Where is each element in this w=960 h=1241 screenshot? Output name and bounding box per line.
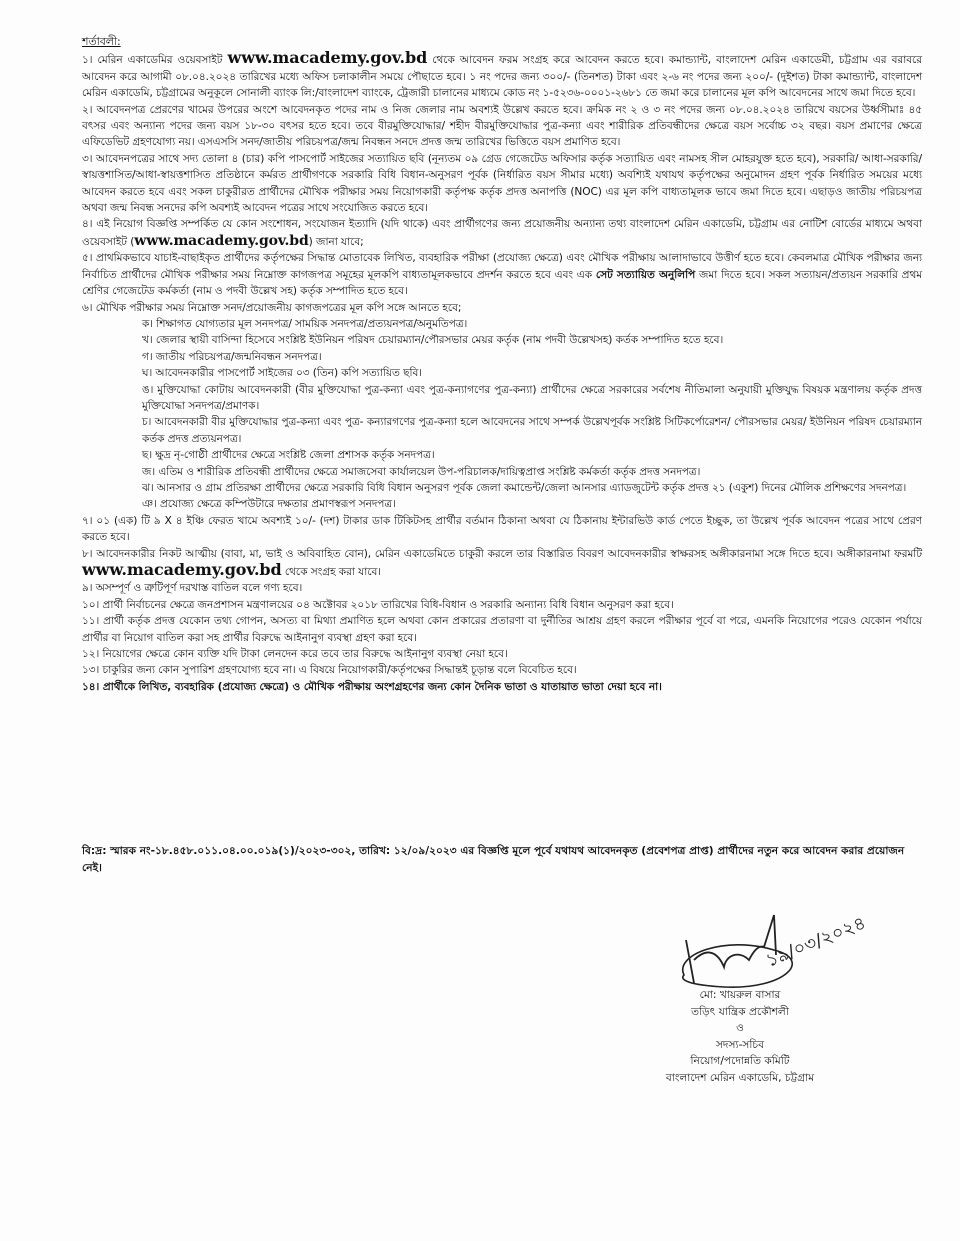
term-7: ৭। ০১ (এক) টি ৯ X ৪ ইঞ্চি ফেরত খামে অবশ্যই ১০/- (দশ) টাকার ডাক টিকিটসহ প্রার্থীর বর্তমান ঠিকানা অথবা যে ঠিকানায় ইন্টারভিউ কার্ড পেতে ইচ্ছুক, তা উল্লেখ পূর্বক আবেদন পত্রের সাথে প্রেরণ করতে হবে। xyxy=(82,514,922,544)
term-8-text-a: ৮। আবেদনকারীর নিকট আত্মীয় (বাবা, মা, ভাই ও অবিবাহিত বোন), মেরিন একাডেমিতে চাকুরী করলে তার বিস্তারিত বিবরণ আবেদনকারীর স্বাক্ষরসহ অঙ্গীকারনামা সঙ্গে দিতে হবে। অঙ্গীকারনামা ফরমটি xyxy=(82,547,922,560)
signature-block xyxy=(590,987,890,1086)
term-4-text-a: ৪। এই নিয়োগ বিজ্ঞপ্তি সম্পর্কিত যে কোন সংশোধন, সংযোজন ইত্যাদি (যদি থাকে) এবং প্রার্থীগণের জন্য প্রয়োজনীয় অন্যান্য তথ্য বাংলাদেশ মেরিন একাডেমি, চট্টগ্রাম এর নোটিশ বোর্ডের মাধ্যমে অথবা ওয়েবসাইট ( xyxy=(82,218,922,248)
term-2: ২। আবেদনপত্র প্রেরণের খামের উপরের অংশে আবেদনকৃত পদের নাম ও নিজ জেলার নাম অবশ্যই উল্লেখ করতে হবে। ক্রমিক নং ২ ও ৩ নং পদের জন্য ০৮.০৪.২০২৪ তারিখে বয়সের উর্ধ্বসীমাঃ ৪৫ বৎসর এবং অন্যান্য পদের জন্য বয়স ১৮-৩০ বৎসর হতে হবে। তবে বীরমুক্তিযোদ্ধার/ শহীদ বীরমুক্তিযোদ্ধার পুত্র-কন্যা এবং শারীরিক প্রতিবন্ধীদের ক্ষেত্রে বয়স সর্বোচ্চ ৩২ বছর। বয়স প্রমাণের ক্ষেত্রে এফিডেভিট গ্রহণযোগ্য নয়। এসএসসি সনদ/জাতীয় পরিচয়পত্র/জন্ম নিবন্ধন সনদে প্রদত্ত জন্ম তারিখের ভিত্তিতে বয়স প্রমাণিত হবে। xyxy=(82,103,922,149)
term-6-item: গ। জাতীয় পরিচয়পত্র/জন্মনিবন্ধন সনদপত্র। xyxy=(142,350,322,363)
signatory-organization: বাংলাদেশ মেরিন একাডেমি, চট্টগ্রাম xyxy=(665,1071,815,1084)
special-note: বি:দ্র: স্মারক নং-১৮.৪৫৮.০১১.০৪.০০.০১৯(১)/২০২৩-৩০২, তারিখ: ১২/০৯/২০২৩ এর বিজ্ঞপ্তি মূলে পূর্বে যথাযথ আবেদনকৃত (প্রবেশপত্র প্রাপ্ত) প্রার্থীদের নতুন করে আবেদন করার প্রয়োজন নেই। xyxy=(82,845,905,874)
signature-image xyxy=(664,895,904,995)
term-6: ৬। মৌখিক পরীক্ষার সময় নিম্নোক্ত সনদ/প্রয়োজনীয় কাগজপত্রের মূল কপি সঙ্গে আনতে হবে; xyxy=(82,301,462,314)
signatory-committee: নিয়োগ/পদোন্নতি কমিটি xyxy=(690,1055,790,1067)
term-6-item: ঙ। মুক্তিযোদ্ধা কোটায় আবেদনকারী (বীর মুক্তিযোদ্ধা পুত্র-কন্যা এবং পুত্র-কন্যাগণের পুত্র-কন্যা) প্রার্থীদের ক্ষেত্রে সরকারের সর্বশেষ নীতিমালা অনুযায়ী মুক্তিযুদ্ধ বিষয়ক মন্ত্রণালয় কর্তৃক প্রদত্ত মুক্তিযোদ্ধা সনদপত্র/প্রমাণক। xyxy=(142,383,922,412)
term-6-item: ঘ। আবেদনকারীর পাসপোর্ট সাইজের ০৩ (তিন) কপি সত্যায়িত ছবি। xyxy=(142,367,422,380)
term-8-text-b: থেকে সংগ্রহ করা যাবে। xyxy=(281,566,381,578)
term-4-text-b: ) জানা যাবে; xyxy=(308,235,364,248)
website-link[interactable]: www.macademy.gov.bd xyxy=(82,560,282,579)
term-8 xyxy=(82,546,922,581)
term-3: ৩। আবেদনপত্রের সাথে সদ্য তোলা ৪ (চার) কপি পাসপোর্ট সাইজের সত্যায়িত ছবি (নূন্যতম ০৯ গ্রেড গেজেটেড অফিসার কর্তৃক সত্যায়িত এবং নামসহ সীল মোহরযুক্ত হতে হবে), সরকারি/ আধা-সরকারি/স্বায়ত্তশাসিত/আধা-স্বায়ত্তশাসিত প্রতিষ্ঠানে কর্মরত প্রার্থীগণকে সরকারি বিধি বিধান-অনুসরণ পূর্বক (নির্ধারিত বয়স সীমার মধ্যে) অবশ্যিই যথাযথ কর্তৃপক্ষের অনুমোদন গ্রহণ পূর্বক নির্ধারিত সময়ের মধ্যে আবেদন করতে হবে এবং সকল চাকুরীরত প্রার্থীদের মৌখিক পরীক্ষার সময় নিয়োগকারী কর্তৃপক্ষ কর্তৃক প্রদত্ত অনাপত্তি (NOC) এর মূল কপি বাধ্যতামূলক ভাবে জমা দিতে হবে। এছাড়ও জাতীয় পরিচয়পত্র অথবা জন্ম নিবন্ধ সনদের কপি অবশ্যই আবেদন পত্রের সাথে সংযোজিত করতে হবে। xyxy=(82,152,922,215)
website-link[interactable]: www.macademy.gov.bd xyxy=(227,48,428,68)
term-1-text-a: ১। মেরিন একাডেমির ওয়েবসাইট xyxy=(82,54,228,67)
term-5-text-c: জমা দিতে হবে। সকল সত্যায়ন/প্রত্যয়ন সরকারি প্রথম শ্রেণির গেজেটেড কর্মকর্তা (নাম ও পদবী উল্লেখ সহ) কর্তৃক সম্পাদিত হতে হবে। xyxy=(82,268,922,298)
term-5 xyxy=(82,250,922,299)
term-1 xyxy=(82,50,922,101)
terms-section xyxy=(82,34,922,695)
term-14: ১৪। প্রার্থীকে লিখিত, ব্যবহারিক (প্রযোজ্য ক্ষেত্রে) ও মৌখিক পরীক্ষায় অংশগ্রহণের জন্য কোন দৈনিক ভাতা ও যাতায়াত ভাতা দেয়া হবে না। xyxy=(82,680,662,693)
term-4 xyxy=(82,216,922,250)
term-6-item: ঝ। আনসার ও গ্রাম প্রতিরক্ষা প্রার্থীদের ক্ষেত্রে সরকারি বিধি বিধান অনুসরণ পূর্বক জেলা কমান্ডেন্ট/জেলা আনসার এ্যাডজুটেন্ট কর্তৃক প্রদত্ত ২১ (একুশ) দিনের মৌলিক প্রশিক্ষণের সদনপত্র। xyxy=(142,481,907,494)
term-6-item: ক। শিক্ষাগত যোগ্যতার মূল সনদপত্র/ সাময়িক সনদপত্র/প্রত্যয়নপত্র/অনুমতিপত্র। xyxy=(142,317,468,330)
term-12: ১২। নিয়োগের ক্ষেত্রে কোন ব্যক্তি যদি টাকা লেনদেন করে তবে তার বিরুদ্ধে আইনানুগ ব্যবস্থা নেয়া হবে। xyxy=(82,648,508,661)
signature-date: ১৯/০৩/২০২৪ xyxy=(763,912,869,972)
website-link[interactable]: www.macademy.gov.bd xyxy=(134,232,309,249)
term-1-text-b: থেকে আবেদন ফরম সংগ্রহ করে আবেদন করতে হবে। কমান্ড্যান্ট, বাংলাদেশ মেরিন একাডেমী, চট্টগ্রাম এর বরাবরে আবেদন করে আগামী ০৮.০৪.২০২৪ তারিখের মধ্যে অফিস চলাকালীন সময়ে পৌছাতে হবে। ১ নং পদের জন্য ৩০০/- (তিনশত) টাকা এবং ২-৬ নং পদের জন্য ২০০/- (দুইশত) টাকা কমান্ড্যান্ট, বাংলাদেশ মেরিন একাডেমি, চট্টগ্রামের অনুকূলে সোনালী ব্যাংক লি:/বাংলাদেশ ব্যাংকে, ট্রেজারী চালানের মাধ্যমে কোড নং ১-৫২৩৬-০০০১-২৬৮১ তে জমা করে চালানের মূল কপি আবেদনের সাথে জমা দিতে হবে। xyxy=(82,54,922,100)
term-5-emphasis: সেট সত্যায়িত অনুলিপি xyxy=(595,268,696,281)
signatory-conjunction: ও xyxy=(736,1022,744,1034)
term-5-text-a: ৫। প্রাথমিকভাবে যাচাই-বাছাইকৃত প্রার্থীদের কর্তৃপক্ষের সিদ্ধান্ত মোতাবেক লিখিত, ব্যবহারিক পরীক্ষা (প্রযোজ্য ক্ষেত্রে) এবং মৌখিক পরীক্ষায় আলাদাভাবে উত্তীর্ণ হতে হবে। কেবলমাত্র মৌখিক পরীক্ষার জন্য নির্বাচিত প্রার্থীদের মৌখিক পরীক্ষার সময় নিম্নোক্ত কাগজপত্র সমূহের মূলকপি বাধ্যতামূলকভাবে প্রদর্শন করতে হবে এবং এক xyxy=(82,252,922,281)
term-6-item: খ। জেলার স্থায়ী বাসিন্দা হিসেবে সংশ্লিষ্ট ইউনিয়ন পরিষদ চেয়ারম্যান/পৌরসভার মেয়র কর্তৃক (নাম পদবী উল্লেখসহ) কর্তক সম্পাদিত হতে হবে। xyxy=(142,334,724,347)
term-9: ৯। অসম্পূর্ণ ও ত্রুটিপূর্ণ দরখাস্ত বাতিল বলে গণ্য হবে। xyxy=(82,582,303,595)
signatory-name: মো: খায়রুল বাসার xyxy=(699,989,781,1001)
term-6-list xyxy=(142,316,922,513)
term-6-item: জ। এতিম ও শারীরিক প্রতিবন্ধী প্রার্থীদের ক্ষেত্রে সমাজসেবা কার্যালয়েল উপ-পরিচালক/দায়িত্বপ্রাপ্ত সংশ্লিষ্ট কর্মকর্তা কর্তৃক প্রদত্ত সনদপত্র। xyxy=(142,465,701,478)
term-13: ১৩। চাকুরির জন্য কোন সুপারিশ গ্রহণযোগ্য হবে না। এ বিষয়ে নিয়োগকারী/কর্তৃপক্ষের সিদ্ধান্তই চূড়ান্ত বলে বিবেচিত হবে। xyxy=(82,664,577,677)
term-6-item: ছ। ক্ষুদ্র নৃ-গোষ্ঠী প্রার্থীদের ক্ষেত্রে সংশ্লিষ্ট জেলা প্রশাসক কর্তৃক সনদপত্র। xyxy=(142,449,435,462)
term-10: ১০। প্রার্থী নির্বাচনের ক্ষেত্রে জনপ্রশাসন মন্ত্রণালয়ের ০৪ অক্টোবর ২০১৮ তারিখের বিধি-বিধান ও সরকারি অন্যান্য বিধি বিধান অনুসরণ করা হবে। xyxy=(82,598,674,611)
term-11: ১১। প্রার্থী কর্তৃক প্রদত্ত যেকোন তথ্য গোপন, অসত্য বা মিথ্যা প্রমাণিত হলে অথবা কোন প্রকারের প্রতারণা বা দুর্নীতির আশ্রয় গ্রহণ করলে পরীক্ষার পূর্বে বা পরে, এমনকি নিয়োগের পরেও যেকোন পর্যায়ে প্রার্থীর বা নিয়োগ বাতিল করা সহ প্রার্থীর বিরুদ্ধে আইনানুগ ব্যবস্থা গ্রহণ করা হবে। xyxy=(82,615,922,644)
term-6-item: ঞ। প্রযোজ্য ক্ষেত্রে কম্পিউটারে দক্ষতার প্রমাণস্বরূপ সনদপত্র। xyxy=(142,498,396,511)
signatory-designation: তড়িৎ যান্ত্রিক প্রকৌশলী xyxy=(691,1005,789,1018)
terms-heading: শর্তাবলী: xyxy=(82,35,121,48)
signatory-role: সদস্য-সচিব xyxy=(715,1038,765,1051)
term-6-item: চ। আবেদনকারী বীর মুক্তিযোদ্ধার পুত্র-কন্যা এবং পুত্র- কন্যারগণের পুত্র-কন্যা হলে আবেদনের সাথে সম্পর্ক উল্লেখপূর্বক সংশ্লিষ্ট সিটিকর্পোরেশন/ পৌরসভার মেয়র/ ইউনিয়ন পরিষদ চেয়ারম্যান কর্তক প্রদত্ত প্রত্যয়নপত্র। xyxy=(142,416,922,445)
